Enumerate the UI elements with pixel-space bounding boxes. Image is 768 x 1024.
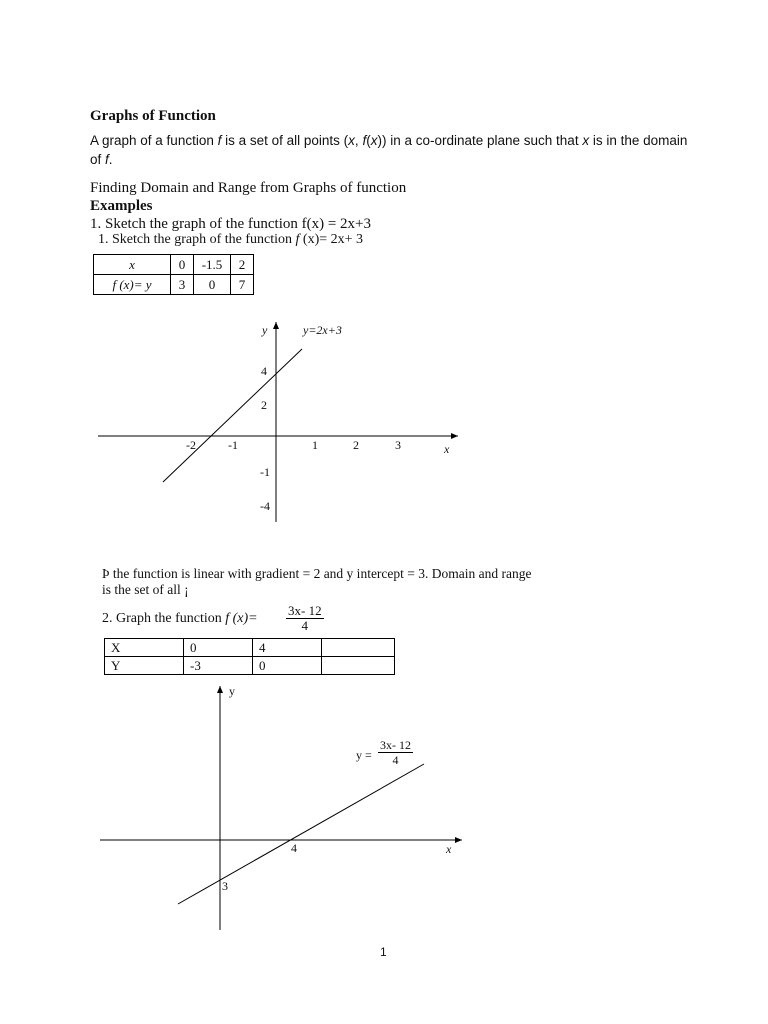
graph1-y-tick: 4 bbox=[261, 364, 267, 378]
graph2-y-tick: 3 bbox=[222, 879, 228, 893]
table-cell: 2 bbox=[231, 255, 254, 275]
graph1-y-label: y bbox=[262, 323, 268, 337]
graph1-y-tick: 2 bbox=[261, 398, 267, 412]
note-line: Þ the function is linear with gradient = 2 and y intercept = 3. Domain and range bbox=[102, 566, 532, 581]
table-cell: Y bbox=[105, 657, 184, 675]
definition-paragraph: A graph of a function f is a set of all points (x, f(x)) in a co-ordinate plane such that x is in the domain of f. bbox=[90, 133, 688, 167]
graph1-line-label: y=2x+3 bbox=[303, 323, 342, 337]
graph1-x-tick: 2 bbox=[353, 438, 359, 452]
graph1-x-tick: -1 bbox=[228, 438, 238, 452]
table-cell: 3 bbox=[171, 275, 194, 295]
graph1-x-label: x bbox=[444, 442, 450, 456]
table-cell: -1.5 bbox=[194, 255, 231, 275]
table-row bbox=[105, 657, 395, 675]
table-cell: 4 bbox=[253, 639, 322, 657]
page-heading: Graphs of Function bbox=[90, 108, 216, 124]
fraction-denominator: 4 bbox=[392, 753, 399, 767]
example2-title: 2. Graph the function f (x)= bbox=[102, 611, 258, 626]
graph2-x-label: x bbox=[446, 842, 452, 856]
graph1-x-tick: 1 bbox=[312, 438, 318, 452]
examples-label: Examples bbox=[90, 198, 153, 214]
graph1-y-tick: -4 bbox=[260, 499, 270, 513]
table-cell: x bbox=[94, 255, 171, 275]
graph2-line-label: y = bbox=[356, 748, 372, 762]
example1-title: 1. Sketch the graph of the function f(x) = 2x+3 bbox=[90, 216, 372, 232]
table-cell bbox=[322, 657, 395, 675]
example2-table bbox=[104, 638, 395, 675]
table-cell: 0 bbox=[171, 255, 194, 275]
table-cell: f (x)= y bbox=[94, 275, 171, 295]
example1-subtitle: 1. Sketch the graph of the function f (x)= 2x+ 3 bbox=[98, 232, 364, 247]
graph2-line bbox=[178, 764, 424, 904]
note-line: is the set of all ¡ bbox=[102, 582, 189, 597]
example1-note bbox=[102, 566, 532, 598]
table-cell: 0 bbox=[194, 275, 231, 295]
graph1 bbox=[98, 322, 458, 522]
graph2-line-fraction bbox=[378, 738, 413, 767]
table-cell: -3 bbox=[184, 657, 253, 675]
table-row bbox=[105, 639, 395, 657]
section-title: Finding Domain and Range from Graphs of function bbox=[90, 180, 407, 196]
graph2-x-tick: 4 bbox=[291, 841, 297, 855]
example2-fraction bbox=[286, 604, 324, 633]
table-cell: 0 bbox=[253, 657, 322, 675]
table-cell bbox=[322, 639, 395, 657]
fraction-denominator: 4 bbox=[301, 618, 309, 633]
table-cell: 0 bbox=[184, 639, 253, 657]
fraction-numerator: 3x- 12 bbox=[288, 603, 322, 618]
graph2-y-label: y bbox=[229, 684, 235, 698]
graph1-x-tick: 3 bbox=[395, 438, 401, 452]
table-cell: X bbox=[105, 639, 184, 657]
graph1-line bbox=[163, 349, 302, 482]
table-cell: 7 bbox=[231, 275, 254, 295]
graph2 bbox=[100, 684, 462, 930]
page-number: 1 bbox=[380, 945, 387, 959]
graph1-x-tick: -2 bbox=[186, 438, 196, 452]
fraction-numerator: 3x- 12 bbox=[380, 738, 411, 752]
graph1-y-tick: -1 bbox=[260, 465, 270, 479]
